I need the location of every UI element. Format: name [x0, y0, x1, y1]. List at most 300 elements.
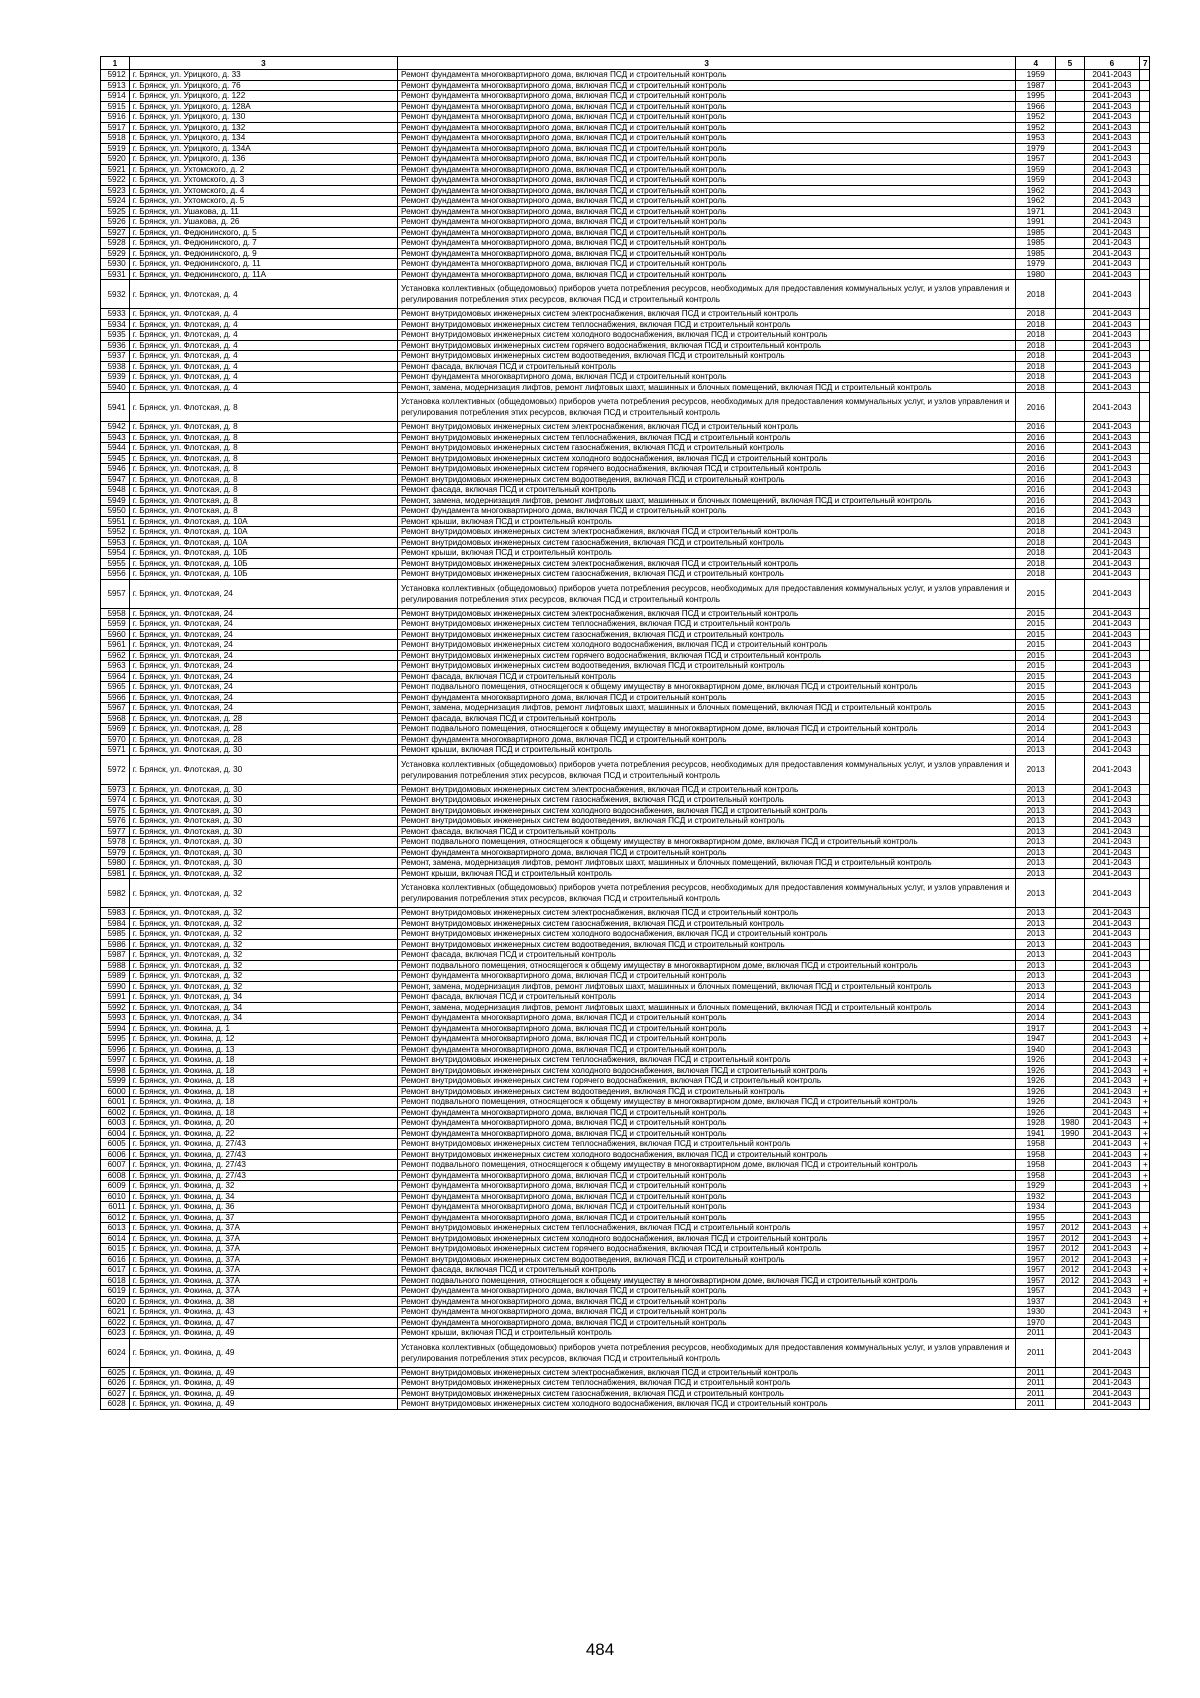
year-repair [1056, 269, 1085, 280]
address: г. Брянск, ул. Флотская, д. 30 [129, 784, 397, 795]
year-repair [1056, 692, 1085, 703]
table-row [101, 196, 1150, 207]
planned-period: 2041-2043 [1084, 950, 1139, 961]
planned-period: 2041-2043 [1084, 393, 1139, 422]
table-body [101, 70, 1150, 1410]
address: г. Брянск, ул. Урицкого, д. 136 [129, 154, 397, 165]
address: г. Брянск, ул. Флотская, д. 32 [129, 918, 397, 929]
flag [1140, 868, 1150, 879]
row-number: 5950 [101, 506, 130, 517]
planned-period: 2041-2043 [1084, 506, 1139, 517]
flag [1140, 929, 1150, 940]
page-number: 484 [585, 1640, 615, 1659]
table-row [101, 1254, 1150, 1265]
table-row [101, 143, 1150, 154]
planned-period: 2041-2043 [1084, 474, 1139, 485]
table-row [101, 1286, 1150, 1297]
table-row [101, 950, 1150, 961]
table-row [101, 1139, 1150, 1150]
table-row [101, 629, 1150, 640]
planned-period: 2041-2043 [1084, 1254, 1139, 1265]
work-type: Ремонт крыши, включая ПСД и строительный контроль [398, 548, 1016, 559]
planned-period: 2041-2043 [1084, 1317, 1139, 1328]
year-repair [1056, 608, 1085, 619]
year-built: 1955 [1016, 1212, 1056, 1223]
planned-period: 2041-2043 [1084, 91, 1139, 102]
year-repair [1056, 1202, 1085, 1213]
address: г. Брянск, ул. Флотская, д. 30 [129, 755, 397, 784]
address: г. Брянск, ул. Флотская, 24 [129, 671, 397, 682]
flag: + [1140, 1170, 1150, 1181]
table-row [101, 164, 1150, 175]
table-row [101, 527, 1150, 538]
year-repair: 2012 [1056, 1244, 1085, 1255]
work-type: Ремонт фундамента многоквартирного дома, включая ПСД и строительный контроль [398, 1170, 1016, 1181]
address: г. Брянск, ул. Федюнинского, д. 9 [129, 248, 397, 259]
row-number: 6027 [101, 1388, 130, 1399]
flag [1140, 548, 1150, 559]
row-number: 5986 [101, 939, 130, 950]
table-row [101, 453, 1150, 464]
planned-period: 2041-2043 [1084, 713, 1139, 724]
year-built: 1985 [1016, 248, 1056, 259]
address: г. Брянск, ул. Флотская, д. 4 [129, 382, 397, 393]
flag [1140, 879, 1150, 908]
work-type: Ремонт фундамента многоквартирного дома, включая ПСД и строительный контроль [398, 248, 1016, 259]
address: г. Брянск, ул. Фокина, д. 49 [129, 1378, 397, 1389]
year-repair [1056, 805, 1085, 816]
flag [1140, 692, 1150, 703]
year-repair [1056, 703, 1085, 714]
address: г. Брянск, ул. Урицкого, д. 134 [129, 133, 397, 144]
year-built: 1926 [1016, 1055, 1056, 1066]
table-row [101, 1055, 1150, 1066]
row-number: 6005 [101, 1139, 130, 1150]
work-type: Ремонт, замена, модернизация лифтов, ремонт лифтовых шахт, машинных и блочных помещений, включая ПСД и строительный контроль [398, 1002, 1016, 1013]
work-type: Ремонт фасада, включая ПСД и строительный контроль [398, 992, 1016, 1003]
year-repair [1056, 816, 1085, 827]
row-number: 5913 [101, 80, 130, 91]
planned-period: 2041-2043 [1084, 784, 1139, 795]
table-row [101, 692, 1150, 703]
work-type: Ремонт фундамента многоквартирного дома, включая ПСД и строительный контроль [398, 206, 1016, 217]
year-repair [1056, 1338, 1085, 1367]
year-built: 1970 [1016, 1317, 1056, 1328]
planned-period: 2041-2043 [1084, 1328, 1139, 1339]
table-row [101, 879, 1150, 908]
address: г. Брянск, ул. Флотская, д. 30 [129, 858, 397, 869]
address: г. Брянск, ул. Ухтомского, д. 4 [129, 185, 397, 196]
planned-period: 2041-2043 [1084, 432, 1139, 443]
planned-period: 2041-2043 [1084, 579, 1139, 608]
year-built: 2015 [1016, 619, 1056, 630]
year-repair [1056, 619, 1085, 630]
year-built: 1937 [1016, 1296, 1056, 1307]
address: г. Брянск, ул. Флотская, д. 32 [129, 950, 397, 961]
year-repair [1056, 1286, 1085, 1297]
table-row [101, 1265, 1150, 1276]
row-number: 5915 [101, 101, 130, 112]
planned-period: 2041-2043 [1084, 516, 1139, 527]
row-number: 5991 [101, 992, 130, 1003]
row-number: 5914 [101, 91, 130, 102]
year-built: 2015 [1016, 703, 1056, 714]
year-repair [1056, 248, 1085, 259]
year-repair [1056, 164, 1085, 175]
planned-period: 2041-2043 [1084, 629, 1139, 640]
table-row [101, 80, 1150, 91]
planned-period: 2041-2043 [1084, 495, 1139, 506]
planned-period: 2041-2043 [1084, 1191, 1139, 1202]
year-repair: 2012 [1056, 1265, 1085, 1276]
table-row [101, 1399, 1150, 1410]
table-row [101, 619, 1150, 630]
year-repair [1056, 1097, 1085, 1108]
year-built: 1980 [1016, 269, 1056, 280]
year-built: 1985 [1016, 227, 1056, 238]
planned-period: 2041-2043 [1084, 133, 1139, 144]
year-repair [1056, 682, 1085, 693]
year-built: 2014 [1016, 734, 1056, 745]
planned-period: 2041-2043 [1084, 1149, 1139, 1160]
year-repair [1056, 858, 1085, 869]
row-number: 5951 [101, 516, 130, 527]
year-repair [1056, 1160, 1085, 1171]
address: г. Брянск, ул. Флотская, д. 34 [129, 992, 397, 1003]
year-built: 2018 [1016, 319, 1056, 330]
col-header: 6 [1084, 57, 1139, 70]
work-type: Ремонт внутридомовых инженерных систем холодного водоснабжения, включая ПСД и строительный контроль [398, 330, 1016, 341]
row-number: 6019 [101, 1286, 130, 1297]
year-built: 2015 [1016, 671, 1056, 682]
flag [1140, 112, 1150, 123]
planned-period: 2041-2043 [1084, 1065, 1139, 1076]
table-row [101, 805, 1150, 816]
row-number: 6002 [101, 1107, 130, 1118]
row-number: 5945 [101, 453, 130, 464]
address: г. Брянск, ул. Флотская, д. 8 [129, 485, 397, 496]
row-number: 5955 [101, 558, 130, 569]
register-sheet [100, 56, 1150, 1410]
year-built: 2015 [1016, 640, 1056, 651]
work-type: Ремонт подвального помещения, относящегося к общему имуществу в многоквартирном доме, включая ПСД и строительный контроль [398, 837, 1016, 848]
planned-period: 2041-2043 [1084, 650, 1139, 661]
year-repair [1056, 196, 1085, 207]
flag [1140, 847, 1150, 858]
work-type: Ремонт крыши, включая ПСД и строительный контроль [398, 1328, 1016, 1339]
planned-period: 2041-2043 [1084, 227, 1139, 238]
planned-period: 2041-2043 [1084, 1307, 1139, 1318]
flag: + [1140, 1149, 1150, 1160]
row-number: 5977 [101, 826, 130, 837]
flag [1140, 918, 1150, 929]
year-built: 2018 [1016, 558, 1056, 569]
address: г. Брянск, ул. Флотская, д. 32 [129, 908, 397, 919]
table-row [101, 981, 1150, 992]
header-row [101, 57, 1150, 70]
year-built: 1957 [1016, 1275, 1056, 1286]
work-type: Ремонт внутридомовых инженерных систем теплоснабжения, включая ПСД и строительный контроль [398, 1378, 1016, 1389]
work-type: Ремонт внутридомовых инженерных систем газоснабжения, включая ПСД и строительный контроль [398, 1388, 1016, 1399]
row-number: 5934 [101, 319, 130, 330]
year-built: 2018 [1016, 309, 1056, 320]
year-repair [1056, 443, 1085, 454]
address: г. Брянск, ул. Флотская, д. 30 [129, 826, 397, 837]
table-row [101, 1367, 1150, 1378]
planned-period: 2041-2043 [1084, 1076, 1139, 1087]
year-repair [1056, 393, 1085, 422]
planned-period: 2041-2043 [1084, 175, 1139, 186]
year-repair [1056, 1065, 1085, 1076]
row-number: 6028 [101, 1399, 130, 1410]
work-type: Ремонт внутридомовых инженерных систем теплоснабжения, включая ПСД и строительный контроль [398, 432, 1016, 443]
year-repair [1056, 1149, 1085, 1160]
planned-period: 2041-2043 [1084, 1013, 1139, 1024]
flag [1140, 1212, 1150, 1223]
planned-period: 2041-2043 [1084, 351, 1139, 362]
year-built: 1928 [1016, 1118, 1056, 1129]
planned-period: 2041-2043 [1084, 217, 1139, 228]
planned-period: 2041-2043 [1084, 330, 1139, 341]
year-built: 1987 [1016, 80, 1056, 91]
address: г. Брянск, ул. Флотская, д. 4 [129, 340, 397, 351]
row-number: 5995 [101, 1034, 130, 1045]
address: г. Брянск, ул. Фокина, д. 27/43 [129, 1170, 397, 1181]
address: г. Брянск, ул. Флотская, д. 4 [129, 330, 397, 341]
year-repair [1056, 1181, 1085, 1192]
flag [1140, 537, 1150, 548]
planned-period: 2041-2043 [1084, 918, 1139, 929]
address: г. Брянск, ул. Флотская, 24 [129, 650, 397, 661]
row-number: 6012 [101, 1212, 130, 1223]
year-repair [1056, 1044, 1085, 1055]
row-number: 5989 [101, 971, 130, 982]
work-type: Ремонт внутридомовых инженерных систем водоотведения, включая ПСД и строительный контроль [398, 816, 1016, 827]
work-type: Ремонт фундамента многоквартирного дома, включая ПСД и строительный контроль [398, 734, 1016, 745]
year-built: 2018 [1016, 527, 1056, 538]
planned-period: 2041-2043 [1084, 1128, 1139, 1139]
year-repair [1056, 795, 1085, 806]
table-row [101, 1223, 1150, 1234]
planned-period: 2041-2043 [1084, 527, 1139, 538]
year-repair [1056, 755, 1085, 784]
year-repair [1056, 185, 1085, 196]
table-row [101, 1338, 1150, 1367]
year-built: 1947 [1016, 1034, 1056, 1045]
year-built: 1979 [1016, 259, 1056, 270]
table-row [101, 1388, 1150, 1399]
planned-period: 2041-2043 [1084, 745, 1139, 756]
planned-period: 2041-2043 [1084, 682, 1139, 693]
planned-period: 2041-2043 [1084, 70, 1139, 81]
table-row [101, 537, 1150, 548]
year-repair [1056, 992, 1085, 1003]
address: г. Брянск, ул. Фокина, д. 27/43 [129, 1160, 397, 1171]
row-number: 5998 [101, 1065, 130, 1076]
year-built: 1958 [1016, 1160, 1056, 1171]
year-built: 2011 [1016, 1367, 1056, 1378]
work-type: Ремонт фундамента многоквартирного дома, включая ПСД и строительный контроль [398, 122, 1016, 133]
address: г. Брянск, ул. Фокина, д. 27/43 [129, 1139, 397, 1150]
row-number: 6017 [101, 1265, 130, 1276]
table-row [101, 579, 1150, 608]
address: г. Брянск, ул. Фокина, д. 22 [129, 1128, 397, 1139]
planned-period: 2041-2043 [1084, 640, 1139, 651]
row-number: 5970 [101, 734, 130, 745]
work-type: Ремонт фундамента многоквартирного дома, включая ПСД и строительный контроль [398, 112, 1016, 123]
row-number: 6025 [101, 1367, 130, 1378]
table-row [101, 650, 1150, 661]
address: г. Брянск, ул. Флотская, д. 28 [129, 724, 397, 735]
year-repair [1056, 579, 1085, 608]
year-repair [1056, 175, 1085, 186]
row-number: 5948 [101, 485, 130, 496]
flag [1140, 372, 1150, 383]
year-built: 1995 [1016, 91, 1056, 102]
year-repair: 1990 [1056, 1128, 1085, 1139]
address: г. Брянск, ул. Флотская, д. 8 [129, 422, 397, 433]
year-built: 1962 [1016, 196, 1056, 207]
flag: + [1140, 1244, 1150, 1255]
row-number: 5982 [101, 879, 130, 908]
address: г. Брянск, ул. Фокина, д. 1 [129, 1023, 397, 1034]
table-row [101, 217, 1150, 228]
year-built: 2011 [1016, 1328, 1056, 1339]
year-repair [1056, 133, 1085, 144]
work-type: Ремонт подвального помещения, относящегося к общему имуществу в многоквартирном доме, включая ПСД и строительный контроль [398, 960, 1016, 971]
row-number: 6015 [101, 1244, 130, 1255]
table-row [101, 280, 1150, 309]
flag [1140, 971, 1150, 982]
year-built: 1962 [1016, 185, 1056, 196]
row-number: 5983 [101, 908, 130, 919]
work-type: Ремонт фундамента многоквартирного дома, включая ПСД и строительный контроль [398, 1202, 1016, 1213]
row-number: 5963 [101, 661, 130, 672]
row-number: 5930 [101, 259, 130, 270]
year-repair [1056, 1399, 1085, 1410]
year-repair [1056, 1328, 1085, 1339]
planned-period: 2041-2043 [1084, 816, 1139, 827]
flag [1140, 1002, 1150, 1013]
flag [1140, 351, 1150, 362]
year-built: 2016 [1016, 474, 1056, 485]
table-row [101, 340, 1150, 351]
address: г. Брянск, ул. Флотская, 24 [129, 661, 397, 672]
year-built: 1957 [1016, 1233, 1056, 1244]
work-type: Ремонт, замена, модернизация лифтов, ремонт лифтовых шахт, машинных и блочных помещений, включая ПСД и строительный контроль [398, 382, 1016, 393]
flag [1140, 196, 1150, 207]
table-row [101, 1128, 1150, 1139]
year-repair [1056, 485, 1085, 496]
work-type: Ремонт подвального помещения, относящегося к общему имуществу в многоквартирном доме, включая ПСД и строительный контроль [398, 724, 1016, 735]
table-row [101, 133, 1150, 144]
address: г. Брянск, ул. Флотская, д. 32 [129, 971, 397, 982]
table-row [101, 393, 1150, 422]
table-row [101, 1328, 1150, 1339]
work-type: Ремонт внутридомовых инженерных систем холодного водоснабжения, включая ПСД и строительный контроль [398, 1065, 1016, 1076]
year-built: 1932 [1016, 1191, 1056, 1202]
work-type: Ремонт внутридомовых инженерных систем водоотведения, включая ПСД и строительный контроль [398, 1254, 1016, 1265]
work-type: Ремонт внутридомовых инженерных систем холодного водоснабжения, включая ПСД и строительный контроль [398, 453, 1016, 464]
work-type: Ремонт фундамента многоквартирного дома, включая ПСД и строительный контроль [398, 133, 1016, 144]
table-row [101, 1034, 1150, 1045]
flag [1140, 608, 1150, 619]
work-type: Ремонт фундамента многоквартирного дома, включая ПСД и строительный контроль [398, 847, 1016, 858]
year-built: 2011 [1016, 1378, 1056, 1389]
year-built: 1959 [1016, 175, 1056, 186]
work-type: Ремонт подвального помещения, относящегося к общему имуществу в многоквартирном доме, включая ПСД и строительный контроль [398, 1097, 1016, 1108]
flag [1140, 713, 1150, 724]
address: г. Брянск, ул. Флотская, д. 4 [129, 372, 397, 383]
planned-period: 2041-2043 [1084, 879, 1139, 908]
address: г. Брянск, ул. Фокина, д. 37А [129, 1223, 397, 1234]
address: г. Брянск, ул. Фокина, д. 34 [129, 1191, 397, 1202]
table-row [101, 939, 1150, 950]
year-built: 2013 [1016, 816, 1056, 827]
year-repair [1056, 724, 1085, 735]
address: г. Брянск, ул. Федюнинского, д. 7 [129, 238, 397, 249]
work-type: Ремонт внутридомовых инженерных систем водоотведения, включая ПСД и строительный контроль [398, 939, 1016, 950]
planned-period: 2041-2043 [1084, 382, 1139, 393]
table-row [101, 464, 1150, 475]
year-built: 2013 [1016, 929, 1056, 940]
year-built: 1958 [1016, 1149, 1056, 1160]
planned-period: 2041-2043 [1084, 981, 1139, 992]
year-repair [1056, 474, 1085, 485]
row-number: 5957 [101, 579, 130, 608]
address: г. Брянск, ул. Флотская, д. 34 [129, 1013, 397, 1024]
flag: + [1140, 1055, 1150, 1066]
planned-period: 2041-2043 [1084, 280, 1139, 309]
flag: + [1140, 1223, 1150, 1234]
year-repair [1056, 629, 1085, 640]
address: г. Брянск, ул. Флотская, д. 10А [129, 537, 397, 548]
year-built: 2013 [1016, 795, 1056, 806]
year-repair [1056, 217, 1085, 228]
year-built: 1926 [1016, 1065, 1056, 1076]
year-repair [1056, 80, 1085, 91]
address: г. Брянск, ул. Флотская, д. 4 [129, 351, 397, 362]
row-number: 6010 [101, 1191, 130, 1202]
row-number: 5999 [101, 1076, 130, 1087]
row-number: 6007 [101, 1160, 130, 1171]
table-row [101, 422, 1150, 433]
year-built: 2016 [1016, 393, 1056, 422]
planned-period: 2041-2043 [1084, 309, 1139, 320]
row-number: 6004 [101, 1128, 130, 1139]
row-number: 6021 [101, 1307, 130, 1318]
flag [1140, 1191, 1150, 1202]
table-row [101, 1202, 1150, 1213]
address: г. Брянск, ул. Флотская, д. 4 [129, 319, 397, 330]
flag [1140, 101, 1150, 112]
address: г. Брянск, ул. Фокина, д. 32 [129, 1181, 397, 1192]
planned-period: 2041-2043 [1084, 971, 1139, 982]
work-type: Ремонт фасада, включая ПСД и строительный контроль [398, 1265, 1016, 1276]
flag [1140, 1378, 1150, 1389]
flag [1140, 227, 1150, 238]
planned-period: 2041-2043 [1084, 960, 1139, 971]
year-repair [1056, 238, 1085, 249]
planned-period: 2041-2043 [1084, 1170, 1139, 1181]
table-row [101, 382, 1150, 393]
year-built: 2014 [1016, 724, 1056, 735]
address: г. Брянск, ул. Урицкого, д. 33 [129, 70, 397, 81]
table-row [101, 724, 1150, 735]
year-repair [1056, 91, 1085, 102]
row-number: 6020 [101, 1296, 130, 1307]
planned-period: 2041-2043 [1084, 795, 1139, 806]
